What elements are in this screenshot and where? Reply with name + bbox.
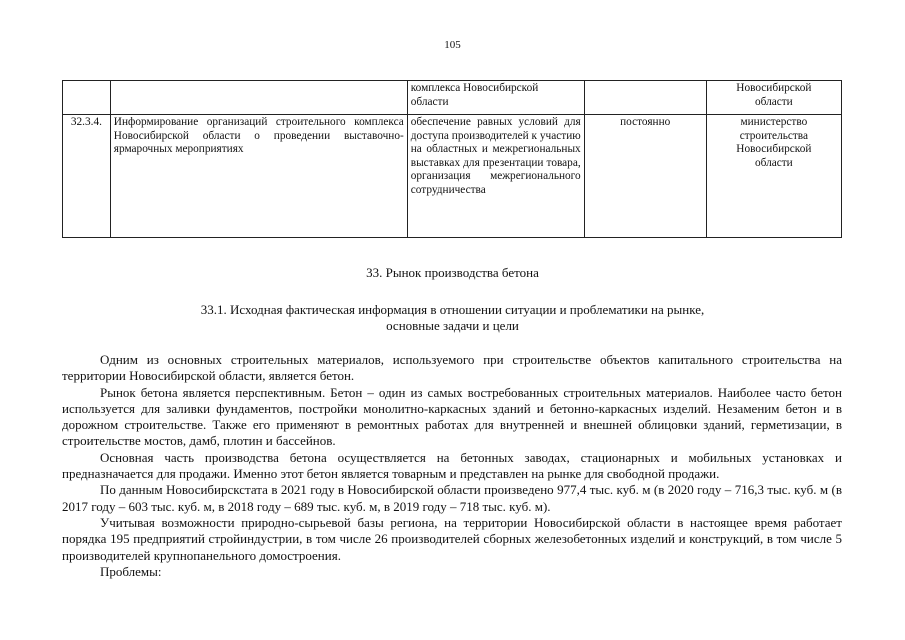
- section-title: 33. Рынок производства бетона: [366, 265, 539, 280]
- subsection-title: [150, 302, 755, 334]
- table-row-continued: [63, 81, 842, 115]
- cell-responsible: [706, 115, 841, 238]
- page-number: 105: [444, 39, 461, 51]
- responsible-line: Новосибирской: [736, 82, 812, 94]
- paragraph: Одним из основных строительных материалов, используемого при строительстве объектов капитального строительства на территории Новосибирской области, является бетон.: [62, 352, 842, 384]
- result-line: области: [410, 95, 449, 108]
- result-line: комплекса Новосибирской: [410, 82, 539, 94]
- cell-term: [584, 81, 706, 115]
- responsible-line: области: [754, 95, 793, 108]
- cell-result: [407, 81, 584, 115]
- cell-name: [110, 81, 407, 115]
- paragraph: Учитывая возможности природно-сырьевой базы региона, на территории Новосибирской области в настоящее время работает порядка 195 предприятий стройиндустрии, в том числе 26 производителей сборных железобетонных изделий и конструкций, в том числе 5 производителей крупнопанельного домостроения.: [62, 514, 842, 563]
- cell-responsible: [706, 81, 841, 115]
- cell-term: постоянно: [584, 115, 706, 238]
- table-row: [63, 115, 842, 238]
- subsection-title-line: 33.1. Исходная фактическая информация в отношении ситуации и проблематики на рынке,: [200, 302, 705, 317]
- paragraph: По данным Новосибирскстата в 2021 году в Новосибирской области произведено 977,4 тыс. куб. м (в 2020 году – 716,3 тыс. куб. м (в 2017 году – 603 тыс. куб. м, в 2018 году – 689 тыс. куб. м, в 2019 году – 718 тыс. куб. м).: [62, 482, 842, 514]
- cell-result: обеспечение равных условий для доступа производителей к участию на областных и межрегиональных выставках для презентации товара, организация межрегионального сотрудничества: [407, 115, 584, 238]
- cell-number: [63, 81, 111, 115]
- cell-name: Информирование организаций строительного комплекса Новосибирской области о проведении выставочно-ярмарочных мероприятиях: [110, 115, 407, 238]
- paragraph: Рынок бетона является перспективным. Бетон – один из самых востребованных строительных материалов. Наиболее часто бетон используется для заливки фундаментов, постройки монолитно-каркасных зданий и бетонно-каркасных изделий. Незаменим бетон и в дорожном строительстве. Также его применяют в ремонтных работах для внутренней и внешней облицовки зданий, герметизации, в строительстве мостов, дамб, плотин и бассейнов.: [62, 384, 842, 449]
- responsible-line: области: [754, 156, 793, 169]
- responsible-line: строительства: [739, 129, 809, 142]
- subsection-title-line: основные задачи и цели: [386, 318, 519, 333]
- measures-table: [62, 80, 842, 238]
- responsible-line: Новосибирской: [736, 143, 812, 155]
- paragraph: Основная часть производства бетона осуществляется на бетонных заводах, стационарных и мобильных установках и предназначается для продажи. Именно этот бетон является товарным и представлен на рынке для свободной продажи.: [62, 449, 842, 482]
- body-text: [62, 352, 842, 580]
- responsible-line: министерство: [740, 116, 808, 128]
- cell-number: 32.3.4.: [63, 115, 111, 238]
- paragraph: Проблемы:: [100, 563, 162, 579]
